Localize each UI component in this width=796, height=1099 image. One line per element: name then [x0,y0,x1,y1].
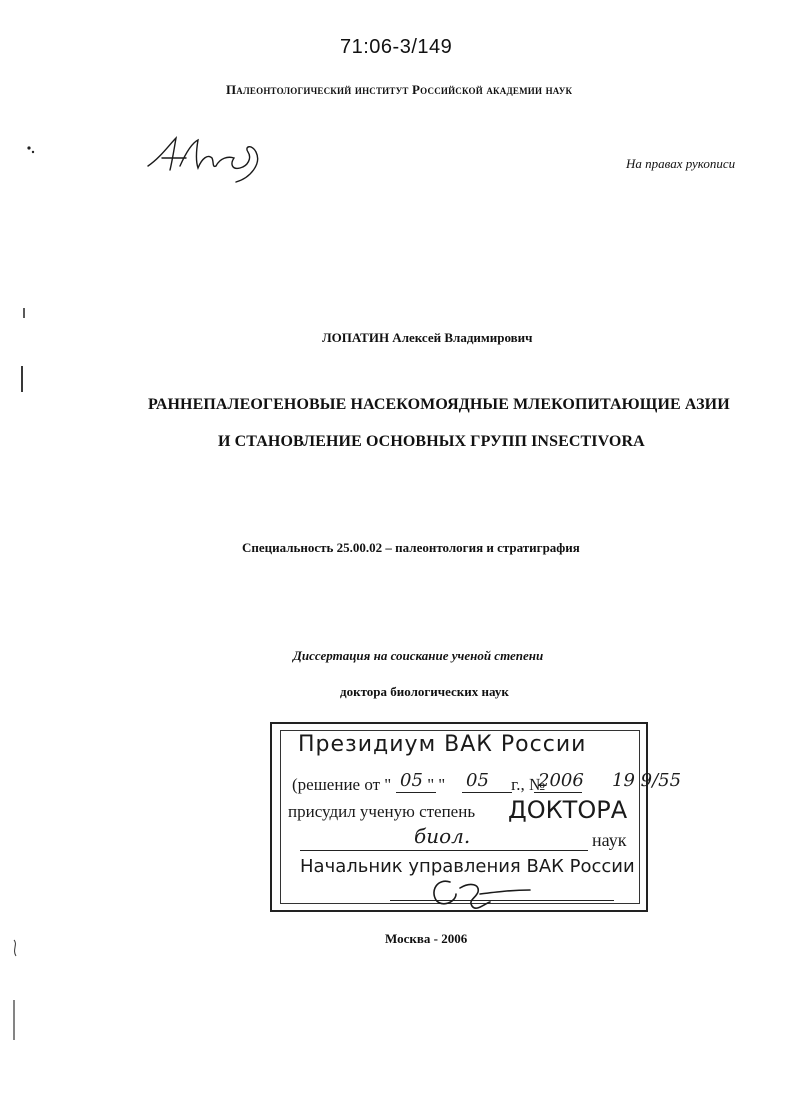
institute-name: Палеонтологический институт Российской академии наук [226,82,573,97]
stamp-day: 05 [400,770,423,791]
stamp-header: Президиум ВАК России [298,732,587,757]
thesis-title-line-2: И СТАНОВЛЕНИЕ ОСНОВНЫХ ГРУПП INSECTIVORA [218,433,645,450]
author-name: ЛОПАТИН Алексей Владимирович [322,330,533,345]
stamp-day-underline [396,792,436,793]
stamp-decision-prefix: (решение от " [292,775,392,794]
stamp-decision-quote-1: " [427,775,435,794]
stamp-month-underline [462,792,512,793]
archive-code: 71:06-3/149 [340,36,453,58]
scan-margin-marks [0,0,40,1099]
thesis-title-line-1: РАННЕПАЛЕОГЕНОВЫЕ НАСЕКОМОЯДНЫЕ МЛЕКОПИТАЮЩИЕ АЗИИ [148,396,730,413]
stamp-field-suffix: наук [592,830,627,850]
degree-line-2: доктора биологических наук [340,684,509,699]
stamp-degree-value: ДОКТОРА [508,796,628,824]
stamp-field-underline [300,850,588,851]
stamp-year-underline [534,792,582,793]
stamp-handwritten-signature [420,868,540,918]
specialty: Специальность 25.00.02 – палеонтология и стратиграфия [242,540,580,555]
vak-stamp [270,722,682,912]
stamp-chief-title: Начальник управления ВАК России [300,856,635,877]
stamp-number: 19 9/55 [612,770,682,791]
stamp-awarded-prefix: присудил ученую степень [288,802,476,821]
stamp-month: 05 [466,770,489,791]
stamp-field-value: биол. [414,824,471,848]
stamp-year: 2006 [538,770,584,791]
stamp-decision-quote-2: " [438,775,446,794]
handwritten-signature [140,128,270,188]
stamp-decision-year-suffix: г., № [511,775,546,794]
city-year: Москва - 2006 [385,931,468,946]
manuscript-note: На правах рукописи [626,156,736,171]
degree-line-1: Диссертация на соискание ученой степени [293,648,544,663]
